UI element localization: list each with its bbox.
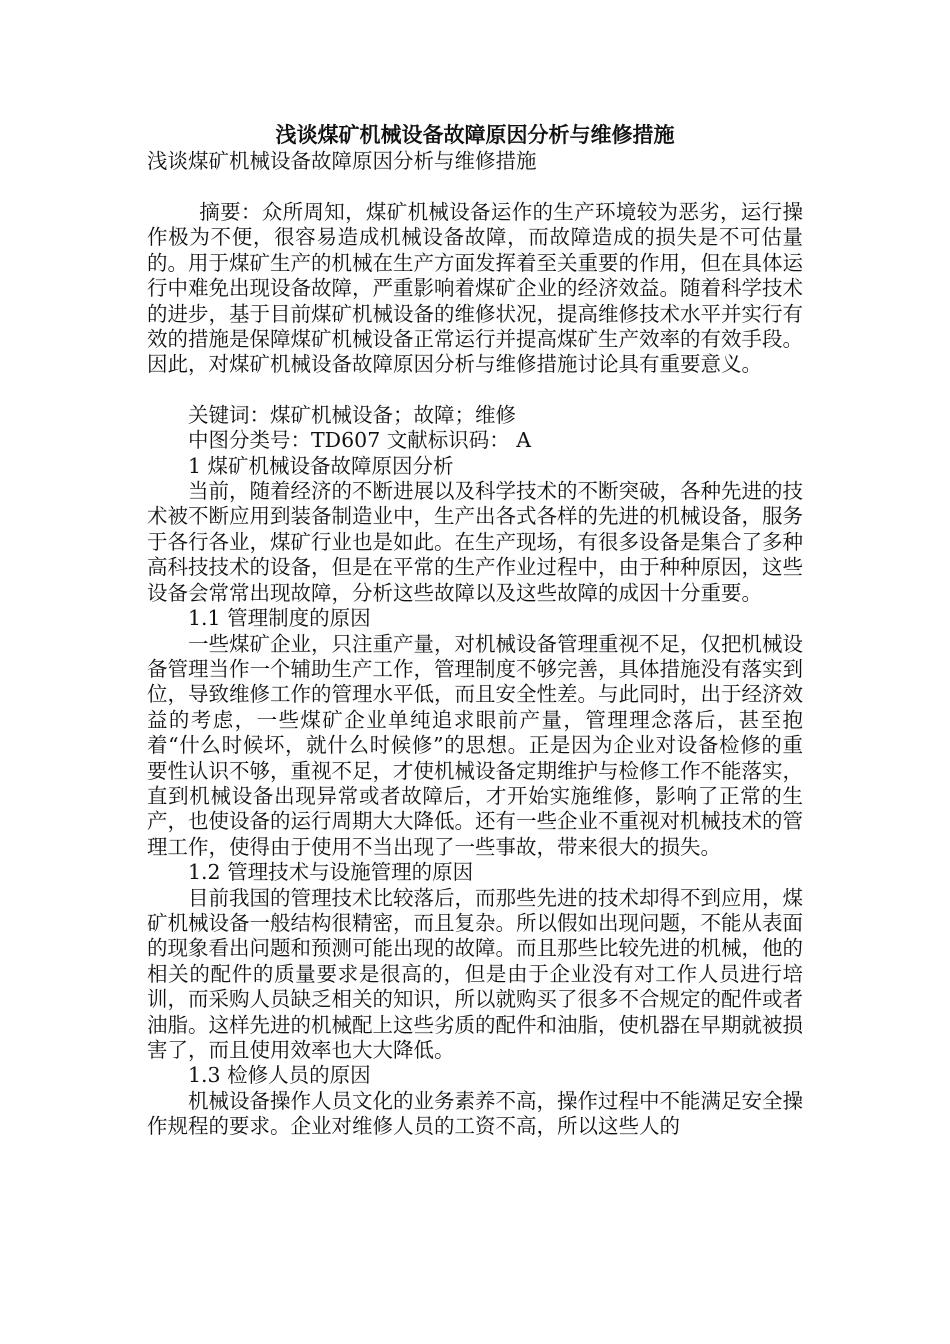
section-1-1-heading: 1.1 管理制度的原因 (188, 606, 371, 631)
paragraph-gap (147, 378, 803, 403)
abstract-paragraph: 摘要：众所周知，煤矿机械设备运作的生产环境较为恶劣，运行操作极为不便，很容易造成机械设备故障，而故障造成的损失是不可估量的。用于煤矿生产的机械在生产方面发挥着至关重要的作用，但在具体运行中难免出现设备故障，严重影响着煤矿企业的经济效益。随着科学技术的进步，基于目前煤矿机械设备的维修状况，提高维修技术水平并实行有效的措施是保障煤矿机械设备正常运行并提高煤矿生产效率的有效手段。因此，对煤矿机械设备故障原因分析与维修措施讨论具有重要意义。 (147, 200, 803, 377)
document-title: 浅谈煤矿机械设备故障原因分析与维修措施 (275, 123, 675, 147)
section-1-paragraph: 当前，随着经济的不断进展以及科学技术的不断突破，各种先进的技术被不断应用到装备制造业中，生产出各式各样的先进的机械设备，服务于各行各业，煤矿行业也是如此。在生产现场，有很多设备是集合了多种高科技技术的设备，但是在平常的生产作业过程中，由于种种原因，这些设备会常常出现故障，分析这些故障以及这些故障的成因十分重要。 (147, 479, 803, 605)
section-1-3-heading: 1.3 检修人员的原因 (188, 1063, 371, 1088)
section-1-2-paragraph: 目前我国的管理技术比较落后，而那些先进的技术却得不到应用，煤矿机械设备一般结构很精密，而且复杂。所以假如出现问题，不能从表面的现象看出问题和预测可能出现的故障。而且那些比较先进的机械，他的相关的配件的质量要求是很高的，但是由于企业没有对工作人员进行培训，而采购人员缺乏相关的知识，所以就购买了很多不合规定的配件或者油脂。这样先进的机械配上这些劣质的配件和油脂，使机器在早期就被损害了，而且使用效率也大大降低。 (147, 885, 803, 1062)
section-1-2-heading: 1.2 管理技术与设施管理的原因 (188, 860, 474, 885)
classification-line: 中图分类号：TD607 文献标识码： A (188, 428, 532, 453)
keywords-line: 关键词：煤矿机械设备；故障；维修 (188, 402, 516, 427)
document-subtitle: 浅谈煤矿机械设备故障原因分析与维修措施 (147, 149, 537, 173)
document-body (147, 200, 803, 1140)
section-1-heading: 1 煤矿机械设备故障原因分析 (188, 453, 454, 478)
section-1-1-paragraph: 一些煤矿企业，只注重产量，对机械设备管理重视不足，仅把机械设备管理当作一个辅助生产工作，管理制度不够完善，具体措施没有落实到位，导致维修工作的管理水平低，而且安全性差。与此同时，出于经济效益的考虑，一些煤矿企业单纯追求眼前产量，管理理念落后，甚至抱着“什么时候坏，就什么时候修”的思想。正是因为企业对设备检修的重要性认识不够，重视不足，才使机械设备定期维护与检修工作不能落实，直到机械设备出现异常或者故障后，才开始实施维修，影响了正常的生产，也使设备的运行周期大大降低。还有一些企业不重视对机械技术的管理工作，使得由于使用不当出现了一些事故，带来很大的损失。 (147, 631, 803, 859)
section-1-3-paragraph: 机械设备操作人员文化的业务素养不高，操作过程中不能满足安全操作规程的要求。企业对维修人员的工资不高，所以这些人的 (147, 1088, 803, 1139)
